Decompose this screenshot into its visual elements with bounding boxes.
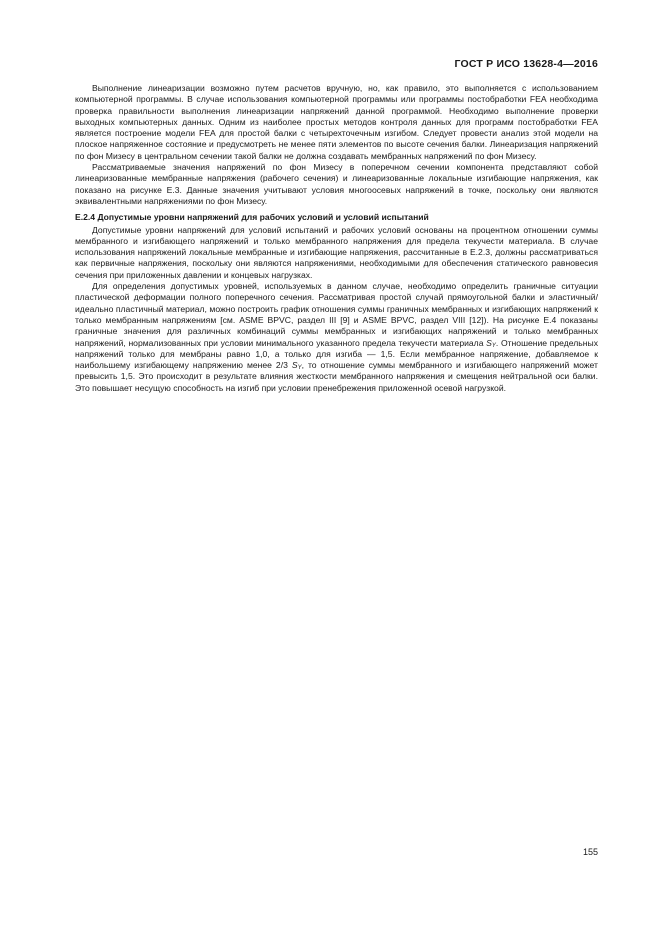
page-number: 155: [582, 847, 598, 857]
document-body: [75, 83, 598, 394]
text-part-b: . Отношение предельных напряжений только для мембраны равно 1,0, а только для изгиба — 1,5. Если мембранное напряжение, добавляемое к наибольшему изгибающему напряжению менее 2/3: [75, 337, 598, 371]
text-part-c: , то отношение суммы мембранного и изгибающего напряжений может превысить 1,5. Это происходит в результате влияния жесткости мембранного напряжения и смещения нейтральной оси балки. Это повышает несущую способность на изгиб при условии пренебрежения приложенной осевой нагрузкой.: [75, 360, 598, 393]
yield-symbol: $S_Y$: [486, 337, 496, 349]
document-header: ГОСТ Р ИСО 13628-4—2016: [454, 58, 598, 70]
paragraph-allowable-levels: Допустимые уровни напряжений для условий испытаний и рабочих условий основаны на процентном отношении суммы мембранного и изгибающего напряжений и только мембранного напряжения для предела текучести материала. В случае использования напряжений локальные мембранные и изгибающие напряжения, рассчитанные в Е.2.3, должны рассматриваться как первичные напряжения, поскольку они являются напряжениями, необходимыми для обеспечения статического равновесия сечения при приложенных давлении и концевых нагрузках.: [75, 224, 598, 280]
paragraph-von-mises: Рассматриваемые значения напряжений по фон Мизесу в поперечном сечении компонента представляют собой линеаризованные мембранные напряжения (рабочего сечения) и линеаризованные локальные изгибающие напряжения, как показано на рисунке Е.3. Данные значения учитывают условия многоосевых напряжений в точке, поскольку они являются эквивалентными напряжениями по фон Мизесу.: [75, 162, 598, 206]
text-part-a: Для определения допустимых уровней, используемых в данном случае, необходимо определить граничные ситуации пластической деформации полного поперечного сечения. Рассматривая простой случай прямоугольной балки и эластичный/идеально пластичный материал, можно построить график отношения суммы граничных мембранных и изгибающих напряжений к только мембранным напряжениям [см. ASME BPVC, раздел III [9] и ASME BPVC, раздел VIII [12]). На рисунке Е.4 показаны граничные значения для различных комбинаций суммы мембранных и изгибающих напряжений и только мембранных напряжений, нормализованных при условии минимального указанного предела текучести материала: [75, 281, 598, 348]
section-title: Е.2.4 Допустимые уровни напряжений для рабочих условий и условий испытаний: [75, 212, 429, 223]
paragraph-linearization: Выполнение линеаризации возможно путем расчетов вручную, но, как правило, это выполняется с использованием компьютерной программы. В случае использования компьютерной программы или программы постобработки FEA необходима проверка правильности выполнения линеаризации напряжений данной программой. Необходимо выполнение проверки выходных компьютерных данных. Одним из наиболее простых методов контроля данных для программ постобработки FEA является построение модели FEA для простой балки с четырехточечным изгибом. Следует провести анализ этой модели на плоское напряженное состояние и предусмотреть не менее пяти элементов по высоте сечения балки. Линеаризация напряжений по фон Мизесу в центральном сечении такой балки не должна создавать мембранных напряжений по фон Мизесу.: [75, 83, 598, 161]
yield-symbol: $S_Y$: [291, 360, 302, 372]
paragraph-limit-cases: [75, 281, 598, 394]
